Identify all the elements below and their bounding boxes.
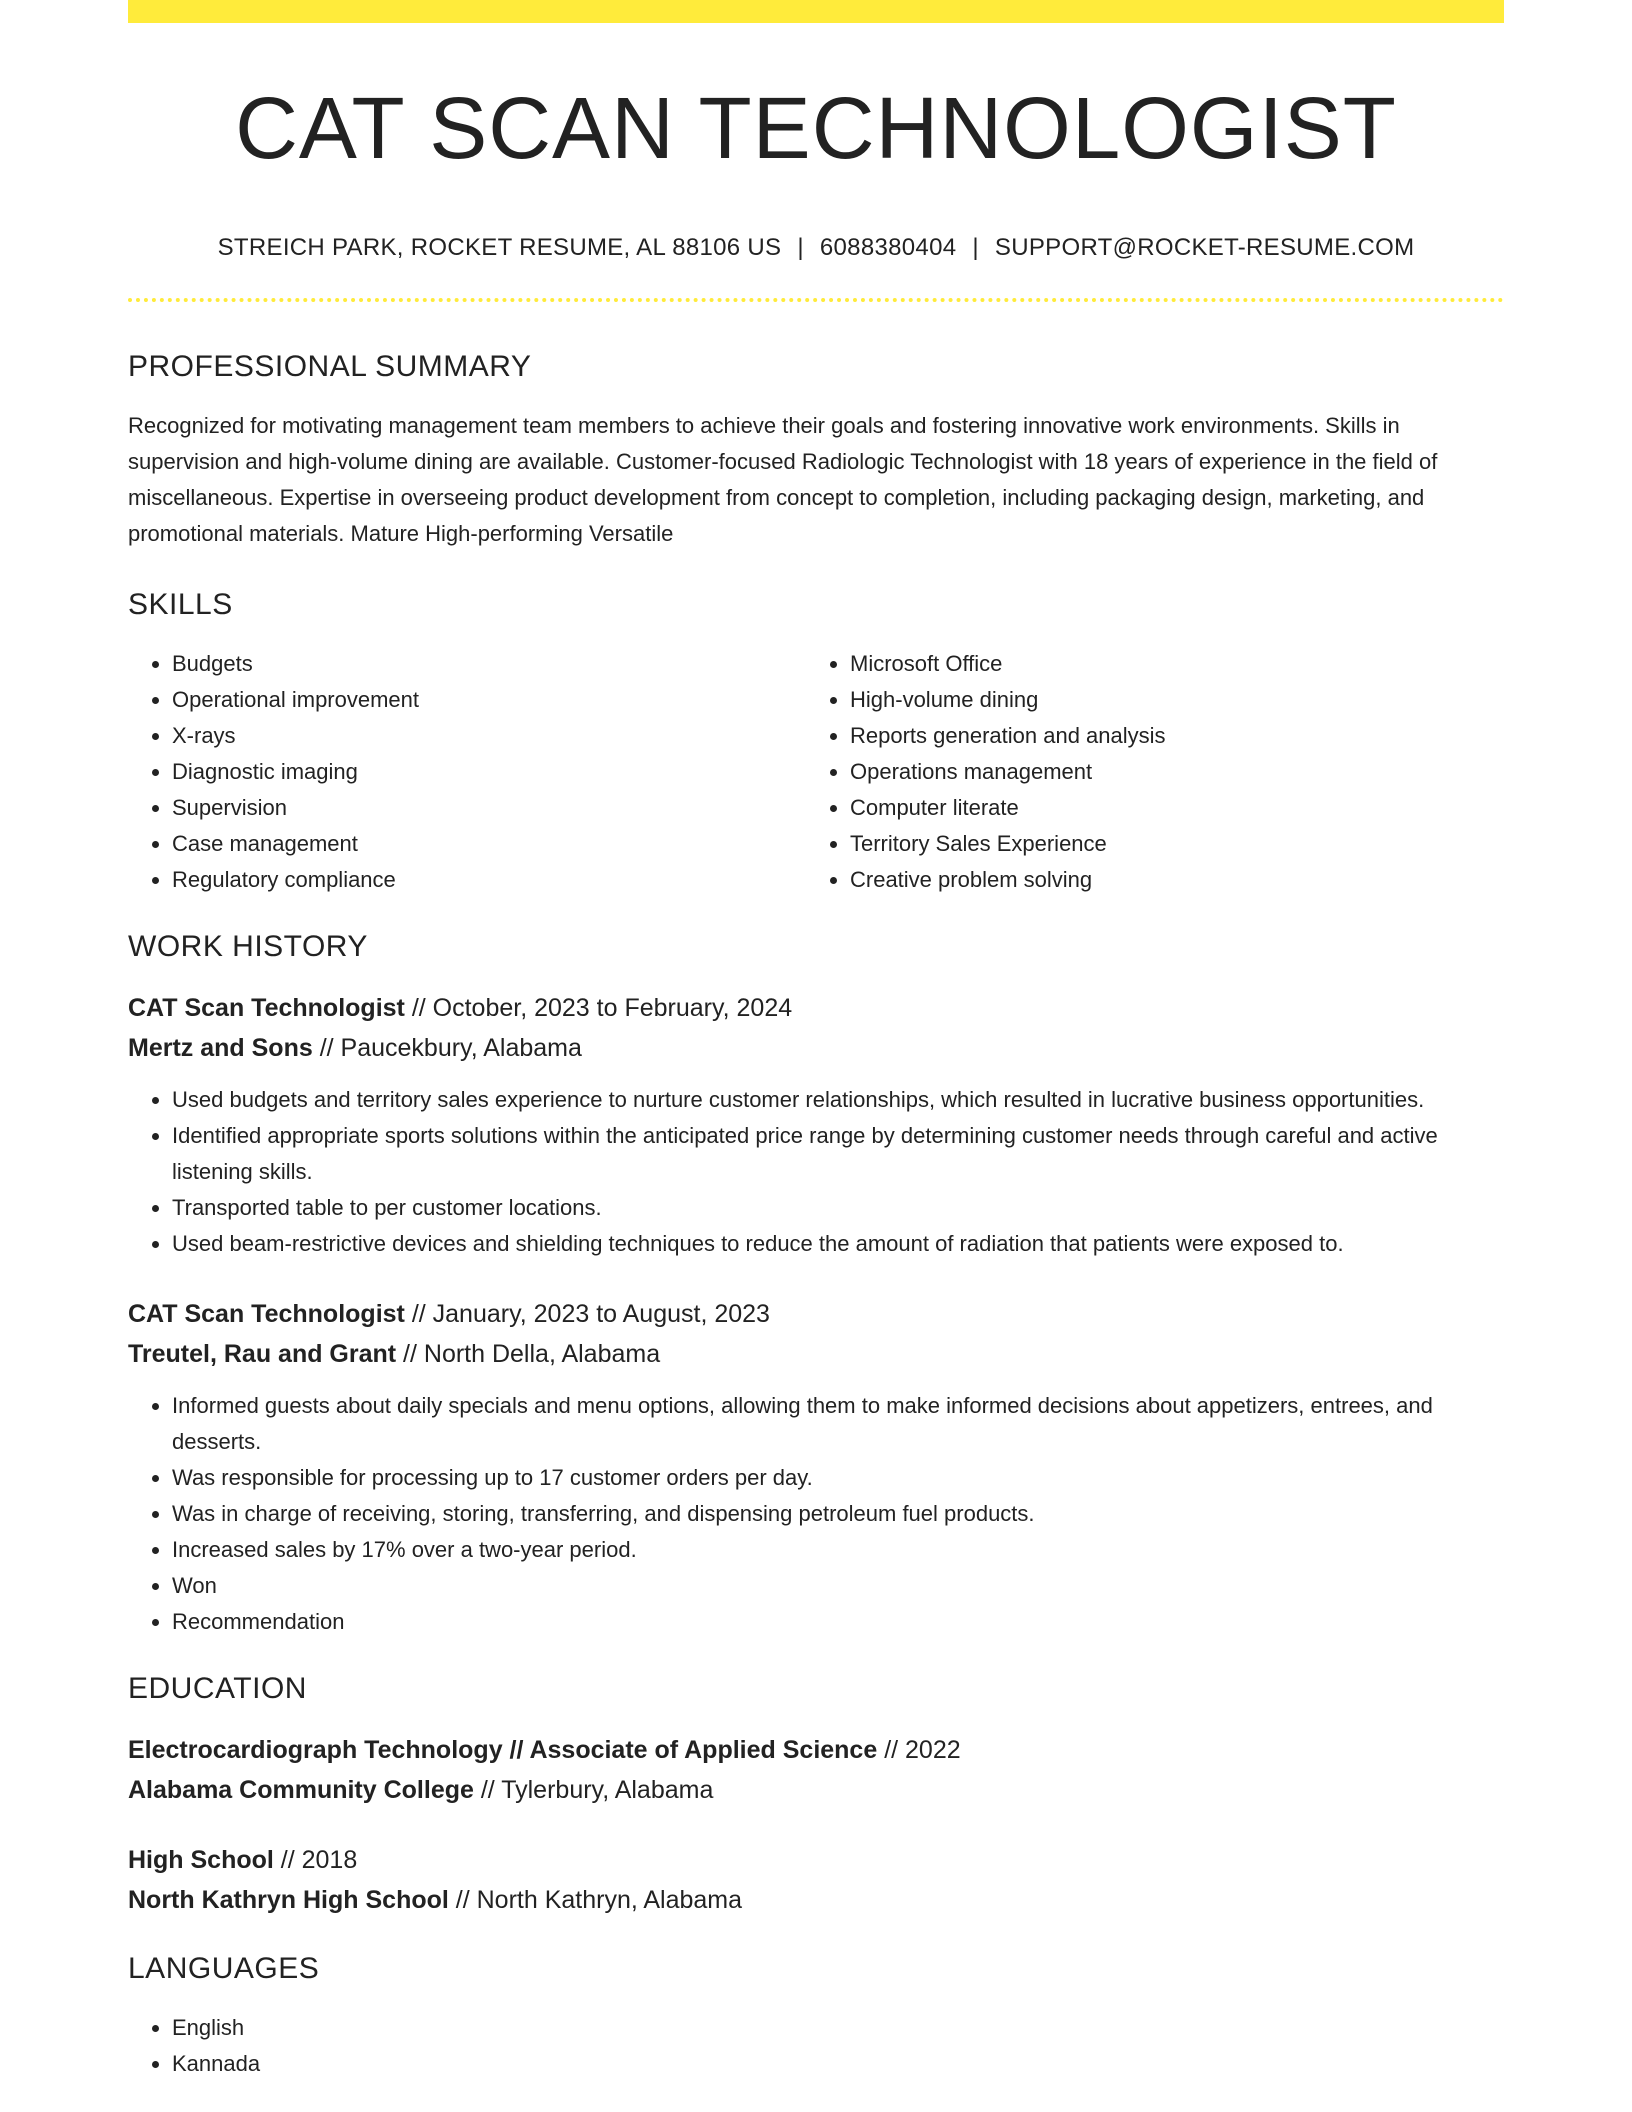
job-bullet: • Was responsible for processing up to 17 customer orders per day. — [172, 1460, 1504, 1496]
skill-item: • Budgets — [172, 646, 806, 682]
job-company: Treutel, Rau and Grant — [128, 1340, 397, 1368]
summary-heading: PROFESSIONAL SUMMARY — [128, 350, 532, 383]
education-location: // North Kathryn, Alabama — [448, 1886, 743, 1914]
education-school: North Kathryn High School — [128, 1886, 449, 1914]
summary-text: Recognized for motivating management team members to achieve their goals and fostering innovative work environments. Skills in supervision and high-volume dining are available. Customer-focused Radiologic Technologist with 18 years of experience in the field of miscellaneous. Expertise in overseeing product development from concept to completion, including packaging design, marketing, and promotional materials. Mature High-performing Versatile — [128, 413, 1438, 546]
languages-list — [128, 2010, 1504, 2082]
job-bullet: • Was in charge of receiving, storing, transferring, and dispensing petroleum fuel products. — [172, 1496, 1504, 1532]
job-company-line — [128, 1334, 1504, 1374]
education-school-line — [128, 1880, 1504, 1920]
job-entry — [128, 988, 1504, 1262]
skills-column-left — [128, 646, 806, 898]
job-company: Mertz and Sons — [128, 1034, 313, 1062]
job-bullet: • Used budgets and territory sales experience to nurture customer relationships, which resulted in lucrative business opportunities. — [172, 1082, 1504, 1118]
job-dates: // October, 2023 to February, 2024 — [404, 994, 793, 1022]
job-location: // Paucekbury, Alabama — [312, 1034, 582, 1062]
top-accent-bar — [128, 0, 1504, 23]
job-bullet: • Used beam-restrictive devices and shielding techniques to reduce the amount of radiation that patients were exposed to. — [172, 1226, 1504, 1262]
education-degree: Electrocardiograph Technology // Associate of Applied Science — [128, 1736, 878, 1764]
job-title-line — [128, 1294, 1504, 1334]
education-location: // Tylerbury, Alabama — [473, 1776, 714, 1804]
skills-column-right — [806, 646, 1484, 898]
resume-content — [128, 23, 1504, 2082]
education-degree-line — [128, 1730, 1504, 1770]
skill-item: • Operational improvement — [172, 682, 806, 718]
contact-separator: | — [972, 234, 979, 261]
language-item: • English — [172, 2010, 1504, 2046]
job-title-line — [128, 988, 1504, 1028]
job-bullet: • Transported table to per customer locations. — [172, 1190, 1504, 1226]
skill-item: • Microsoft Office — [850, 646, 1484, 682]
skill-item: • X-rays — [172, 718, 806, 754]
languages-heading: LANGUAGES — [128, 1952, 320, 1985]
skill-item: • Operations management — [850, 754, 1484, 790]
contact-phone: 6088380404 — [819, 234, 957, 261]
contact-email: SUPPORT@ROCKET-RESUME.COM — [994, 234, 1415, 261]
job-bullets — [128, 1082, 1504, 1262]
skill-item: • High-volume dining — [850, 682, 1484, 718]
skill-item: • Regulatory compliance — [172, 862, 806, 898]
education-school-line — [128, 1770, 1504, 1810]
education-year: // 2018 — [273, 1846, 358, 1874]
education-heading: EDUCATION — [128, 1672, 307, 1705]
education-entry — [128, 1840, 1504, 1920]
job-position: CAT Scan Technologist — [128, 994, 405, 1022]
job-bullet: • Recommendation — [172, 1604, 1504, 1640]
job-location: // North Della, Alabama — [396, 1340, 661, 1368]
education-entry — [128, 1730, 1504, 1810]
job-position: CAT Scan Technologist — [128, 1300, 405, 1328]
skill-item: • Case management — [172, 826, 806, 862]
education-year: // 2022 — [877, 1736, 961, 1764]
resume-name: CAT SCAN TECHNOLOGIST — [235, 80, 1397, 177]
job-bullet: • Identified appropriate sports solutions within the anticipated price range by determining customer needs through careful and active listening skills. — [172, 1118, 1504, 1190]
job-entry — [128, 1294, 1504, 1640]
work-history-heading: WORK HISTORY — [128, 930, 368, 963]
skill-item: • Computer literate — [850, 790, 1484, 826]
contact-line — [128, 236, 1504, 260]
job-bullets — [128, 1388, 1504, 1640]
skill-item: • Diagnostic imaging — [172, 754, 806, 790]
header-divider — [128, 298, 1504, 302]
job-dates: // January, 2023 to August, 2023 — [404, 1300, 770, 1328]
skill-item: • Territory Sales Experience — [850, 826, 1484, 862]
education-degree: High School — [128, 1846, 274, 1874]
job-bullet: • Won — [172, 1568, 1504, 1604]
skills-list — [128, 646, 1504, 898]
language-item: • Kannada — [172, 2046, 1504, 2082]
skills-heading: SKILLS — [128, 588, 233, 621]
job-bullet: • Informed guests about daily specials and menu options, allowing them to make informed decisions about appetizers, entrees, and desserts. — [172, 1388, 1504, 1460]
contact-separator: | — [797, 234, 804, 261]
skill-item: • Supervision — [172, 790, 806, 826]
education-school: Alabama Community College — [128, 1776, 474, 1804]
education-degree-line — [128, 1840, 1504, 1880]
skill-item: • Reports generation and analysis — [850, 718, 1484, 754]
job-bullet: • Increased sales by 17% over a two-year period. — [172, 1532, 1504, 1568]
contact-address: STREICH PARK, ROCKET RESUME, AL 88106 US — [217, 234, 782, 261]
job-company-line — [128, 1028, 1504, 1068]
skill-item: • Creative problem solving — [850, 862, 1484, 898]
